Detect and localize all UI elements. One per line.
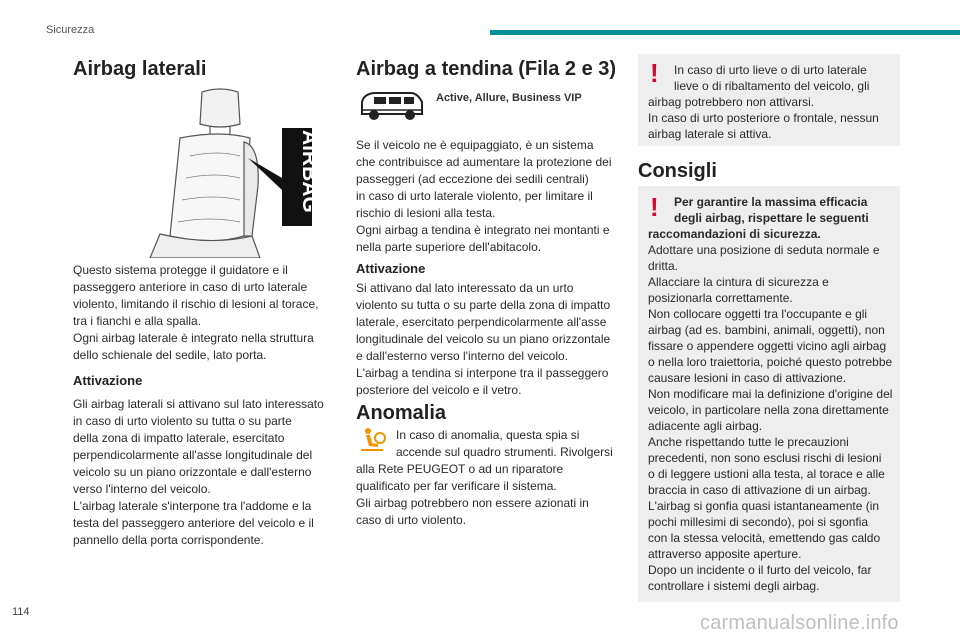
advice-warning-icon: !: [650, 192, 659, 222]
anomaly-body-indented: In caso di anomalia, questa spia si accende sul quadro strumenti. Rivolgersi: [396, 428, 613, 459]
anomaly-title: Anomalia: [356, 402, 447, 424]
airbag-label: AIRBAG: [298, 130, 321, 213]
side-airbags-title: Airbag laterali: [73, 58, 207, 80]
seat-airbag-icon: [140, 86, 330, 258]
side-activation-body: Gli airbag laterali si attivano sul lato interessato in caso di urto violento su tutta o su parte della zona di impatto laterale, esercitato perpendicolarmente all'asse longitudinale del veicolo su un piano orizzontale e dall'esterno verso l'interno del veicolo. L'airbag laterale s'interpone tra l'addome e la testa del passeggero anteriore del veicolo e il pannello della porta corrispondente.: [73, 397, 324, 547]
curtain-airbags-title: Airbag a tendina (Fila 2 e 3): [356, 58, 617, 80]
van-side-icon: [358, 88, 426, 122]
advice-box: [638, 186, 900, 602]
warning-icon: !: [650, 58, 659, 88]
curtain-activation-body: Si attivano dal lato interessato da un urto violento su tutta o su parte della zona di impatto laterale, esercitato perpendicolarmente all'asse longitudinale del veicolo su un piano orizzontale e dall'esterno verso l'interno del veicolo. L'airbag a tendina si interpone tra il passeggero posteriore del veicolo e il vetro.: [356, 281, 611, 397]
advice-title: Consigli: [638, 160, 717, 182]
page-number: 114: [12, 606, 30, 618]
airbag-warning-lamp-icon: [356, 424, 388, 456]
trim-levels: Active, Allure, Business VIP: [436, 92, 582, 104]
side-airbags-body: Questo sistema protegge il guidatore e il passeggero anteriore in caso di urto laterale violento, limitando il rischio di lesioni al torace, tra i fianchi e alla spalla. Ogni airbag laterale è integrato nella struttura dello schienale del sedile, lato porta.: [73, 263, 319, 362]
warning-box: [638, 54, 900, 146]
warning-box-text: airbag potrebbero non attivarsi. In caso di urto posteriore o frontale, nessun airbag laterale si attiva.: [648, 95, 879, 141]
header-accent-rule: [490, 30, 960, 35]
advice-bold-intro-cont: raccomandazioni di sicurezza.: [648, 227, 821, 241]
curtain-airbags-body: Se il veicolo ne è equipaggiato, è un sistema che contribuisce ad aumentare la protezione dei passeggeri (ad eccezione dei sedili centrali) in caso di urto laterale violento, per limitare il rischio di lesioni alla testa. Ogni airbag a tendina è integrato nei montanti e nella parte superiore dell'abitacolo.: [356, 138, 612, 254]
warning-box-first-lines: In caso di urto lieve o di urto laterale lieve o di ribaltamento del veicolo, gli: [674, 63, 870, 93]
watermark: carmanualsonline.info: [700, 612, 899, 634]
advice-body: Adottare una posizione di seduta normale e dritta. Allacciare la cintura di sicurezza e posizionarla correttamente. Non collocare oggetti tra l'occupante e gli airbag (ad es. bambini, animali, oggetti), non fissare o appendere oggetti vicino agli airbag o nella loro traiettoria, poiché questo potrebbe causare lesioni in caso di attivazione. Non modificare mai la definizione d'origine del veicolo, in particolare nella zona direttamente adiacente agli airbag. Anche rispettando tutte le precauzioni precedenti, non sono esclusi rischi di lesioni o di leggere ustioni alla testa, al torace e alle braccia in caso di attivazione di un airbag. L'airbag si gonfia quasi istantaneamente (in pochi millesimi di secondo), poi si sgonfia con la stessa velocità, emettendo gas caldo attraverso apposite aperture. Dopo un incidente o il furto del veicolo, far controllare i sistemi degli airbag.: [648, 243, 893, 593]
anomaly-body: alla Rete PEUGEOT o ad un riparatore qualificato per far verificare il sistema. Gli airbag potrebbero non essere azionati in caso di urto violento.: [356, 462, 589, 527]
advice-bold-intro: Per garantire la massima efficacia degli airbag, rispettare le seguenti: [674, 195, 869, 225]
section-label: Sicurezza: [46, 24, 95, 36]
curtain-activation-heading: Attivazione: [356, 261, 426, 276]
side-activation-heading: Attivazione: [73, 373, 143, 388]
